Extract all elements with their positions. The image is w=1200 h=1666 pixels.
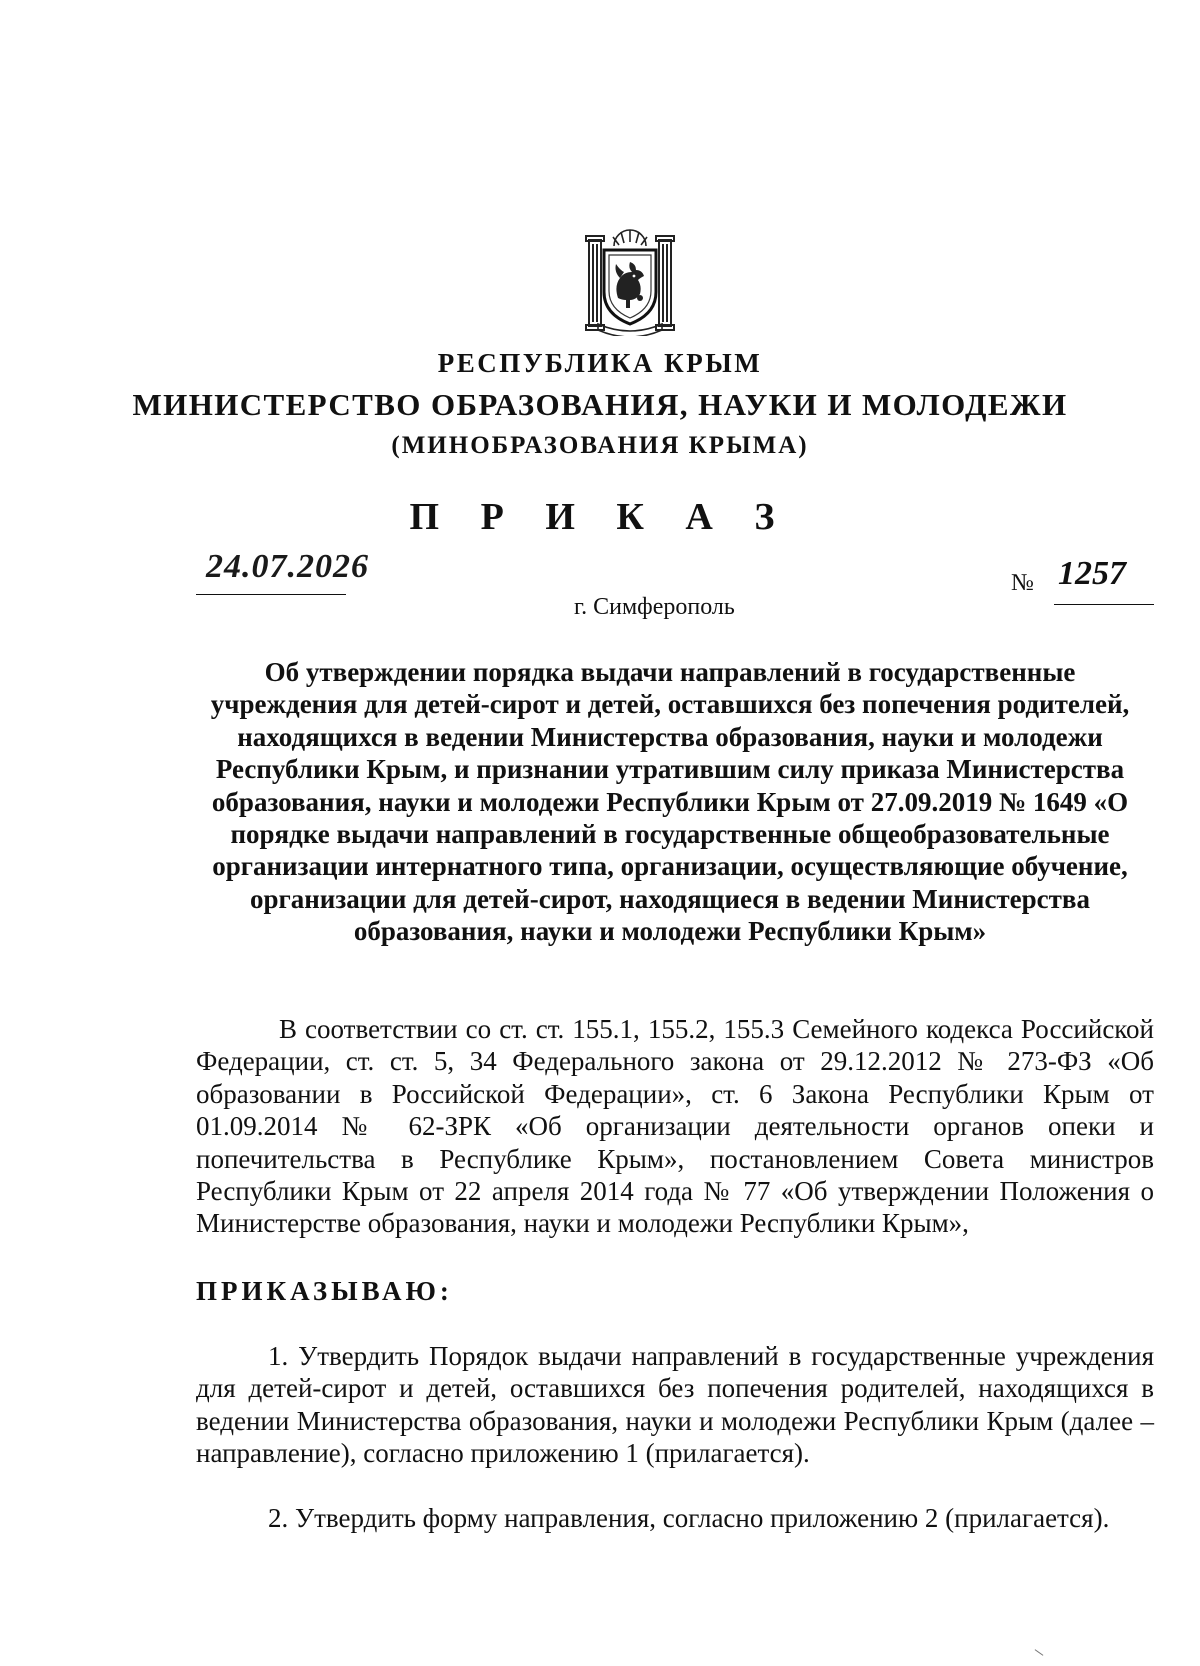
handwritten-date: 24.07.2026 (206, 548, 369, 585)
republic-heading: РЕСПУБЛИКА КРЫМ (437, 348, 763, 378)
ministry-short-name: (МИНОБРАЗОВАНИЯ КРЫМА) (391, 432, 809, 459)
handwritten-order-number: 1257 (1058, 555, 1126, 592)
scan-mark (1035, 1649, 1044, 1656)
ministry-heading: МИНИСТЕРСТВО ОБРАЗОВАНИЯ, НАУКИ И МОЛОДЕЖИ (132, 387, 1068, 422)
preamble-paragraph: В соответствии со ст. ст. 155.1, 155.2, 155.3 Семейного кодекса Российской Федерации, ст. ст. 5, 34 Федерального закона от 29.12.2012 № 273-ФЗ «Об образовании в Российской Федерации», ст. 6 Закона Республики Крым от 01.09.2014 № 62-ЗРК «Об организации деятельности органов опеки и попечительства в Республике Крым», постановлением Совета министров Республики Крым от 22 апреля 2014 года № 77 «Об утверждении Положения о Министерстве образования, науки и молодежи Республики Крым», (196, 1014, 1154, 1239)
order-title: Об утверждении порядка выдачи направлений в государственные учреждения для детей-сирот и детей, оставшихся без попечения родителей, находящихся в ведении Министерства образования, науки и молодежи Республики Крым, и признании утратившим силу приказа Министерства образования, науки и молодежи Республики Крым от 27.09.2019 № 1649 «О порядке выдачи направлений в государственные общеобразовательные организации интернатного типа, организации, осуществляющие обучение, организации для детей-сирот, находящиеся в ведении Министерства образования, науки и молодежи Республики Крым» (210, 657, 1130, 947)
city-line: г. Симферополь (574, 594, 735, 620)
document-type-heading: П Р И К А З (409, 496, 791, 538)
number-label: № (1011, 570, 1034, 596)
item-1-paragraph: 1. Утвердить Порядок выдачи направлений в государственные учреждения для детей-сирот и детей, оставшихся без попечения родителей, находящихся в ведении Министерства образования, науки и молодежи Республики Крым (далее – направление), согласно приложению 1 (прилагается). (196, 1341, 1154, 1469)
date-underline (196, 594, 346, 595)
number-underline (1054, 604, 1154, 605)
crimea-coat-of-arms-icon (584, 228, 676, 336)
item-2-paragraph: 2. Утвердить форму направления, согласно приложению 2 (прилагается). (268, 1503, 1110, 1533)
directive-heading: ПРИКАЗЫВАЮ: (196, 1276, 453, 1306)
